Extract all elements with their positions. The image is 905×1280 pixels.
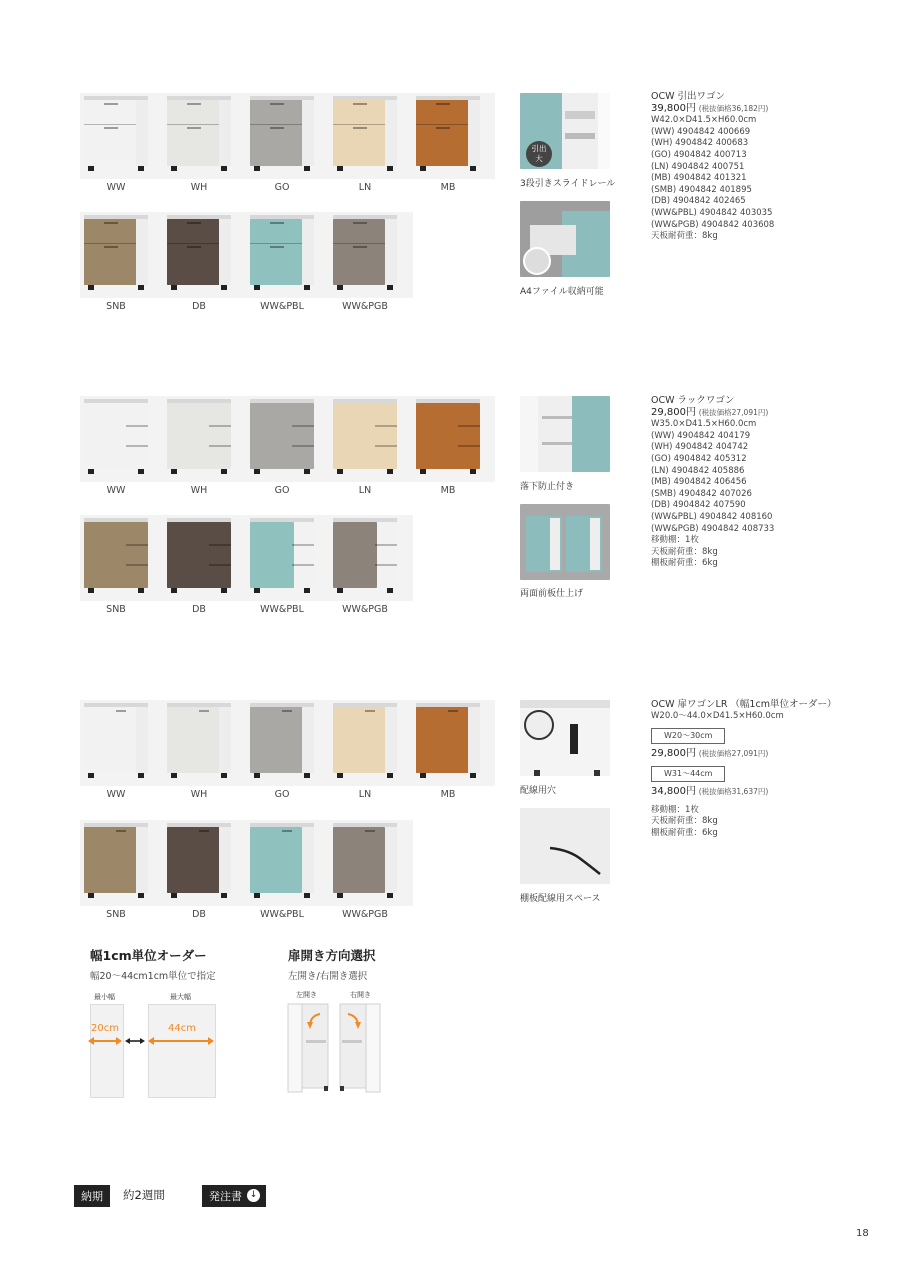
swatch-label: WW&PGB <box>342 909 388 920</box>
product-title: OCW 引出ワゴン <box>651 91 726 102</box>
swatch-label: GO <box>274 789 290 800</box>
door-direction-diagram <box>284 1000 384 1096</box>
cabinet-swatch-ww-pbl <box>246 516 318 594</box>
cabinet-swatch-snb <box>80 516 152 594</box>
spec-line: (WW) 4904842 404179 <box>651 430 751 441</box>
spec-line: W42.0×D41.5×H60.0cm <box>651 115 757 126</box>
spec-line: (LN) 4904842 405886 <box>651 465 745 476</box>
spec-line: (LN) 4904842 400751 <box>651 161 745 172</box>
product-price-tax-1: (税抜価格27,091円) <box>698 748 769 758</box>
download-icon: ↓ <box>247 1189 260 1202</box>
cabinet-swatch-go <box>246 94 318 172</box>
cabinet-swatch-wh <box>163 701 235 779</box>
swatch-label: WW <box>106 789 126 800</box>
cabinet-swatch-go <box>246 397 318 475</box>
swatch-label: WW&PBL <box>260 909 304 920</box>
cabinet-swatch-db <box>163 516 235 594</box>
max-width-cabinet <box>148 1004 216 1098</box>
min-width-label: 最小幅 <box>94 993 115 1001</box>
swatch-label: MB <box>440 789 456 800</box>
swatch-label: WW&PGB <box>342 604 388 615</box>
product-info-door-wagon <box>651 699 836 839</box>
cabinet-swatch-ww-pbl <box>246 821 318 899</box>
width-order-title: 幅1cm単位オーダー <box>90 948 207 963</box>
swatch-label: WH <box>190 789 208 800</box>
swatch-label: LN <box>358 789 372 800</box>
cabinet-swatch-ww <box>80 94 152 172</box>
swatch-label: WW&PBL <box>260 301 304 312</box>
cabinet-swatch-db <box>163 213 235 291</box>
swatch-label: DB <box>192 301 206 312</box>
swatch-label: MB <box>440 485 456 496</box>
spec-line: 棚板耐荷重：6kg <box>651 558 718 569</box>
swatch-label: MB <box>440 182 456 193</box>
cabinet-swatch-mb <box>412 701 484 779</box>
cabinet-swatch-mb <box>412 94 484 172</box>
swatch-label: WH <box>190 485 208 496</box>
spec-line: (WW&PBL) 4904842 403035 <box>651 207 773 218</box>
spec-line: W35.0×D41.5×H60.0cm <box>651 419 757 430</box>
spec-line: (WW) 4904842 400669 <box>651 126 751 137</box>
min-width-cabinet <box>90 1004 124 1098</box>
min-width-value: 20cm <box>91 1023 119 1034</box>
cabinet-swatch-mb <box>412 397 484 475</box>
swatch-label: LN <box>358 182 372 193</box>
swatch-label: WW&PBL <box>260 604 304 615</box>
cabinet-swatch-ww-pgb <box>329 516 401 594</box>
photo-caption: A4ファイル収納可能 <box>520 287 604 297</box>
photo-caption: 両面前板仕上げ <box>520 589 584 599</box>
swatch-label: LN <box>358 485 372 496</box>
width-arrows-icon <box>88 1034 228 1048</box>
spec-line: (WH) 4904842 400683 <box>651 138 749 149</box>
photo-caption: 配線用穴 <box>520 786 557 796</box>
product-price-tax-2: (税抜価格31,637円) <box>698 786 769 796</box>
cabinet-swatch-ww <box>80 701 152 779</box>
door-direction-desc: 左開き/右開き選択 <box>288 971 368 982</box>
max-width-value: 44cm <box>168 1023 196 1034</box>
spec-lines <box>651 805 836 840</box>
product-title: OCW ラックワゴン <box>651 395 735 406</box>
right-open-label: 右開き <box>350 991 371 999</box>
max-width-label: 最大幅 <box>170 993 191 1001</box>
cabinet-swatch-snb <box>80 213 152 291</box>
product-info-drawer-wagon <box>651 91 774 243</box>
wiring-hole-photo <box>520 700 610 776</box>
swatch-label: GO <box>274 182 290 193</box>
page-number: 18 <box>856 1228 869 1239</box>
spec-line: (DB) 4904842 402465 <box>651 196 746 207</box>
swatch-label: WW&PGB <box>342 301 388 312</box>
cabinet-swatch-ww-pbl <box>246 213 318 291</box>
cabinet-swatch-wh <box>163 94 235 172</box>
swatch-label: DB <box>192 909 206 920</box>
spec-line: 天板耐荷重：8kg <box>651 546 718 557</box>
swatch-label: SNB <box>106 604 126 615</box>
cabinet-swatch-db <box>163 821 235 899</box>
spec-line: (SMB) 4904842 407026 <box>651 488 752 499</box>
cabinet-swatch-go <box>246 701 318 779</box>
order-form-label: 発注書 <box>209 1190 242 1203</box>
swatch-label: SNB <box>106 301 126 312</box>
product-info-rack-wagon <box>651 395 774 570</box>
spec-lines <box>651 115 774 243</box>
double-sided-panel-photo <box>520 504 610 580</box>
spec-line: (WW&PGB) 4904842 408733 <box>651 523 775 534</box>
swatch-label: DB <box>192 604 206 615</box>
spec-line: (WW&PBL) 4904842 408160 <box>651 511 773 522</box>
spec-line: 天板耐荷重：8kg <box>651 816 718 827</box>
spec-line: (DB) 4904842 407590 <box>651 500 746 511</box>
photo-caption: 棚板配線用スペース <box>520 894 601 904</box>
spec-line: (MB) 4904842 406456 <box>651 477 747 488</box>
door-direction-title: 扉開き方向選択 <box>288 948 376 963</box>
cabinet-swatch-snb <box>80 821 152 899</box>
spec-line: 移動棚：1枚 <box>651 535 699 546</box>
product-price-2: 34,800円 <box>651 785 696 797</box>
product-price: 29,800円 <box>651 406 696 418</box>
spec-line: (SMB) 4904842 401895 <box>651 184 752 195</box>
left-open-label: 左開き <box>296 991 317 999</box>
product-dims: W20.0〜44.0×D41.5×H60.0cm <box>651 710 784 721</box>
product-price: 39,800円 <box>651 102 696 114</box>
swatch-label: WW <box>106 182 126 193</box>
shelf-wiring-space-photo <box>520 808 610 884</box>
spec-line: (WH) 4904842 404742 <box>651 442 749 453</box>
size-badge: 引出 大 <box>526 141 552 167</box>
swatch-label: GO <box>274 485 290 496</box>
width-range-box-1: W20〜30cm <box>651 728 725 744</box>
cabinet-swatch-ww <box>80 397 152 475</box>
spec-line: 棚板耐荷重：6kg <box>651 827 718 838</box>
spec-line: (GO) 4904842 405312 <box>651 453 747 464</box>
photo-caption: 3段引きスライドレール <box>520 179 616 189</box>
photo-caption: 落下防止付き <box>520 482 575 492</box>
spec-line: (WW&PGB) 4904842 403608 <box>651 219 775 230</box>
spec-line: (MB) 4904842 401321 <box>651 173 747 184</box>
spec-line: (GO) 4904842 400713 <box>651 149 747 160</box>
slide-rail-photo <box>520 93 610 169</box>
delivery-badge: 納期 <box>74 1185 110 1207</box>
delivery-value: 約2週間 <box>123 1188 165 1202</box>
a4-file-photo <box>520 201 610 277</box>
cabinet-swatch-ww-pgb <box>329 213 401 291</box>
cabinet-swatch-ln <box>329 701 401 779</box>
width-range-box-2: W31〜44cm <box>651 766 725 782</box>
cabinet-swatch-ww-pgb <box>329 821 401 899</box>
swatch-label: WW <box>106 485 126 496</box>
width-order-desc: 幅20〜44cm1cm単位で指定 <box>90 971 216 982</box>
spec-line: 移動棚：1枚 <box>651 804 699 815</box>
order-form-button[interactable] <box>202 1185 266 1207</box>
product-title: OCW 扉ワゴンLR （幅1cm単位オーダー） <box>651 699 837 710</box>
fall-prevention-photo <box>520 396 610 472</box>
spec-line: 天板耐荷重：8kg <box>651 231 718 242</box>
product-price-tax: (税抜価格36,182円) <box>698 103 769 113</box>
cabinet-swatch-wh <box>163 397 235 475</box>
cabinet-swatch-ln <box>329 397 401 475</box>
swatch-label: SNB <box>106 909 126 920</box>
cabinet-swatch-ln <box>329 94 401 172</box>
swatch-label: WH <box>190 182 208 193</box>
spec-lines <box>651 419 774 570</box>
product-price-1: 29,800円 <box>651 747 696 759</box>
product-price-tax: (税抜価格27,091円) <box>698 407 769 417</box>
